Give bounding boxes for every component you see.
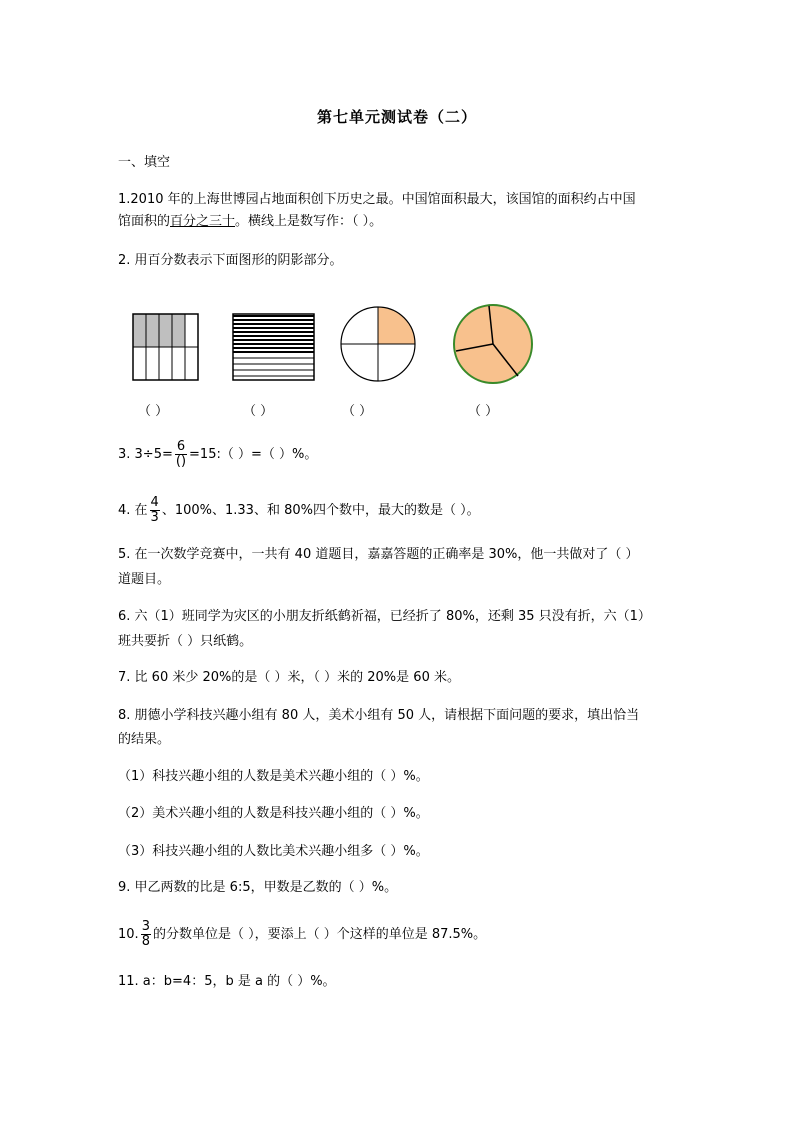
question-1-underlined-text: 百分之三十: [170, 214, 236, 229]
question-10: [118, 920, 486, 949]
question-4-prefix: 4. 在: [118, 503, 148, 518]
question-3-fraction: [175, 440, 187, 469]
question-5-line-2: 道题目。: [118, 572, 171, 587]
question-4-suffix: 、100%、1.33、和 80%四个数中，最大的数是（ ）。: [161, 503, 480, 518]
question-8-sub-3: （3）科技兴趣小组的人数比美术兴趣小组多（ ）%。: [118, 844, 429, 859]
question-3: [118, 440, 317, 469]
question-8-sub-2: （2）美术兴趣小组的人数是科技兴趣小组的（ ）%。: [118, 806, 429, 821]
fraction-denominator: 8: [141, 934, 150, 949]
figure-circle-quarters: [339, 305, 417, 383]
question-7: 7. 比 60 米少 20%的是（ ）米，（ ）米的 20%是 60 米。: [118, 670, 460, 685]
question-4: [118, 496, 480, 525]
figure-4-answer: （ ）: [468, 404, 499, 419]
question-11: 11. a：b=4：5，b 是 a 的（ ）%。: [118, 974, 336, 989]
question-9: 9. 甲乙两数的比是 6:5，甲数是乙数的（ ）%。: [118, 880, 398, 895]
question-5-line-1: 5. 在一次数学竞赛中，一共有 40 道题目，嘉嘉答题的正确率是 30%，他一共做对了（ ）: [118, 547, 639, 562]
question-1-text-b: 。横线上是数写作：（ ）。: [235, 214, 383, 229]
question-3-prefix: 3. 3÷5=: [118, 447, 173, 462]
figure-1-answer: （ ）: [138, 404, 169, 419]
fraction-numerator: 4: [150, 495, 159, 510]
fraction-numerator: 6: [176, 439, 186, 454]
fraction-denominator: (): [175, 454, 187, 469]
question-1-line-1: 1.2010 年的上海世博园占地面积创下历史之最。中国馆面积最大，该国馆的面积约占中国: [118, 192, 636, 207]
fraction-denominator: 3: [150, 510, 159, 525]
section-heading: 一、填空: [118, 155, 171, 170]
question-8-line-2: 的结果。: [118, 732, 171, 747]
figure-circle-thirds: [451, 303, 535, 385]
question-1-text-a: 馆面积的: [118, 214, 171, 229]
question-3-suffix: =15:（ ）=（ ）%。: [189, 447, 318, 462]
question-10-prefix: 10.: [118, 927, 139, 942]
question-2: 2. 用百分数表示下面图形的阴影部分。: [118, 253, 343, 268]
page-title: 第七单元测试卷（二）: [316, 108, 477, 126]
figure-2-answer: （ ）: [243, 404, 274, 419]
fraction-numerator: 3: [141, 919, 150, 934]
figure-stripes: [232, 313, 316, 383]
question-10-suffix: 的分数单位是（ ），要添上（ ）个这样的单位是 87.5%。: [152, 927, 487, 942]
question-6-line-2: 班共要折（ ）只纸鹤。: [118, 634, 253, 649]
question-6-line-1: 6. 六（1）班同学为灾区的小朋友折纸鹤祈福，已经折了 80%，还剩 35 只没有折，六（1）: [118, 609, 651, 624]
question-4-fraction: [150, 496, 160, 525]
question-1-line-2: [118, 213, 382, 231]
figure-3-answer: （ ）: [342, 404, 373, 419]
question-8-line-1: 8. 朋德小学科技兴趣小组有 80 人，美术小组有 50 人，请根据下面问题的要求，填出恰当: [118, 708, 640, 723]
question-10-fraction: [141, 920, 151, 949]
figure-grid: [132, 313, 200, 383]
question-8-sub-1: （1）科技兴趣小组的人数是美术兴趣小组的（ ）%。: [118, 769, 429, 784]
